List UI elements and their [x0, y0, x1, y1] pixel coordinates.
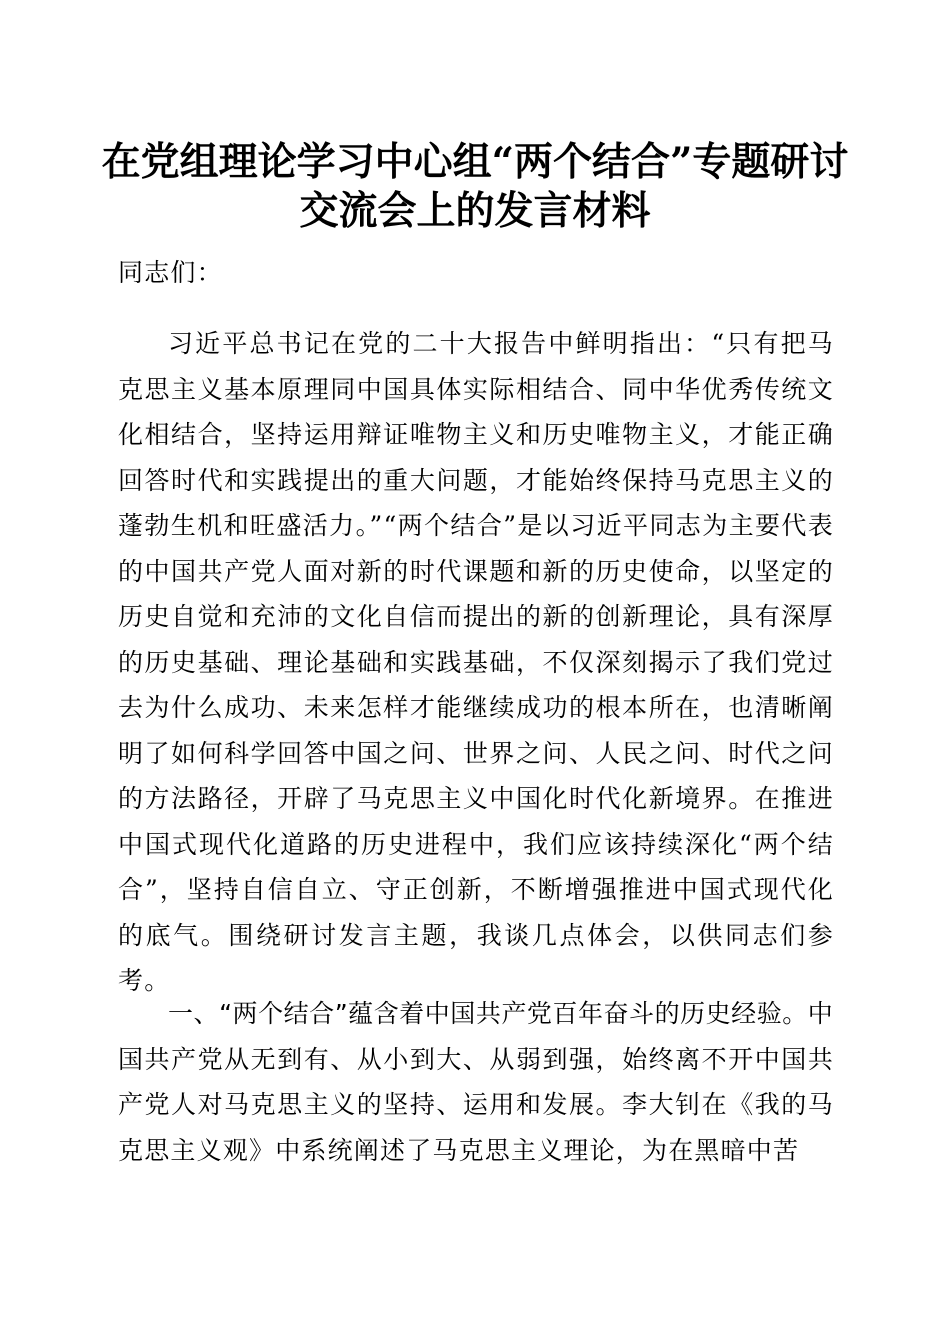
- section-heading-1: 一、“两个结合”蕴含着中国共产党百年奋斗的历史经验。: [168, 999, 808, 1028]
- document-title: [0, 138, 950, 236]
- title-line-1: 在党组理论学习中心组“两个结合”专题研讨: [101, 139, 849, 185]
- salutation: 同志们：: [118, 258, 223, 287]
- title-line-2: 交流会上的发言材料: [299, 188, 651, 234]
- body-paragraph-intro: 习近平总书记在党的二十大报告中鲜明指出：“只有把马克思主义基本原理同中国具体实际相结合、同中华优秀传统文化相结合，坚持运用辩证唯物主义和历史唯物主义，才能正确回答时代和实践提出的重大问题，才能始终保持马克思主义的蓬勃生机和旺盛活力。”“两个结合”是以习近平同志为主要代表的中国共产党人面对新的时代课题和新的历史使命，以坚定的历史自觉和充沛的文化自信而提出的新的创新理论，具有深厚的历史基础、理论基础和实践基础，不仅深刻揭示了我们党过去为什么成功、未来怎样才能继续成功的根本所在，也清晰阐明了如何科学回答中国之问、世界之问、人民之问、时代之问的方法路径，开辟了马克思主义中国化时代化新境界。在推进中国式现代化道路的历史进程中，我们应该持续深化“两个结合”，坚持自信自立、守正创新，不断增强推进中国式现代化的底气。围绕研讨发言主题，我谈几点体会，以供同志们参考。: [118, 329, 834, 995]
- body-paragraph-section-1: [118, 991, 834, 1173]
- section-body-1: 中国共产党从无到有、从小到大、从弱到强，始终离不开中国共产党人对马克思主义的坚持、运用和发展。李大钊在《我的马克思主义观》中系统阐述了马克思主义理论，为在黑暗中苦: [118, 999, 834, 1165]
